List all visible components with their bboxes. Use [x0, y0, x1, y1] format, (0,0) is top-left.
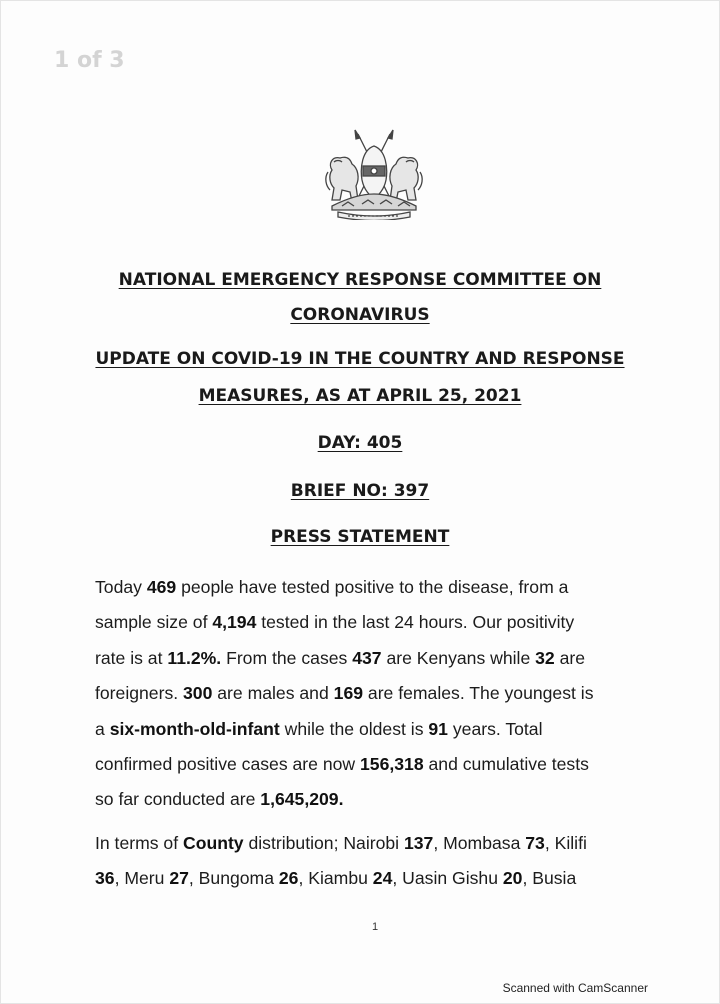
update-title-line2: MEASURES, AS AT APRIL 25, 2021 — [198, 386, 522, 406]
emphasized-value: 4,194 — [212, 612, 257, 633]
emphasized-value: County — [183, 833, 244, 853]
emphasized-value: 1,645,209. — [260, 789, 344, 810]
county-distribution-paragraph — [95, 826, 685, 897]
text-run: people have tested positive to the disease, from a — [176, 577, 569, 597]
emphasized-value: 137 — [403, 833, 434, 853]
emphasized-value: 11.2%. — [167, 647, 222, 668]
text-run: are females. The youngest is — [363, 683, 594, 704]
text-run: , Mombasa — [433, 833, 526, 853]
emphasized-value: 73 — [525, 833, 545, 853]
text-run: are — [554, 647, 586, 668]
emphasized-value: 26 — [278, 868, 299, 889]
text-line — [95, 782, 685, 817]
scanner-watermark: Scanned with CamScanner — [502, 981, 648, 995]
statistics-paragraph — [95, 570, 685, 818]
text-run: are males and — [212, 683, 334, 704]
update-title-line1: UPDATE ON COVID-19 IN THE COUNTRY AND RESPONSE — [95, 349, 625, 369]
text-line — [95, 826, 685, 861]
press-statement-heading: PRESS STATEMENT — [270, 527, 450, 547]
text-line — [95, 712, 685, 747]
text-run: , Bungoma — [188, 868, 279, 889]
committee-title-line1: NATIONAL EMERGENCY RESPONSE COMMITTEE ON — [118, 270, 602, 290]
text-run: , Kilifi — [544, 833, 587, 853]
emphasized-value: 24 — [372, 868, 393, 889]
page-number: 1 — [371, 921, 379, 933]
emphasized-value: 91 — [428, 718, 448, 739]
emphasized-value: 36 — [95, 868, 115, 889]
text-run: foreigners. — [95, 683, 184, 704]
kenya-coat-of-arms-icon — [318, 128, 430, 220]
text-line — [95, 747, 685, 782]
text-line — [95, 861, 685, 896]
emphasized-value: 300 — [183, 683, 213, 704]
text-run: a — [95, 718, 110, 739]
day-heading: DAY: 405 — [317, 433, 403, 453]
text-line — [95, 641, 685, 676]
text-run: , Uasin Gishu — [392, 868, 503, 889]
text-run: confirmed positive cases are now — [95, 754, 361, 775]
text-run: and cumulative tests — [423, 754, 589, 775]
text-run: From the cases — [221, 647, 353, 668]
text-line — [95, 605, 685, 640]
text-run: distribution; Nairobi — [243, 833, 404, 853]
text-run: years. Total — [447, 718, 543, 739]
text-run: sample size of — [95, 612, 213, 633]
brief-number-heading: BRIEF NO: 397 — [290, 481, 430, 501]
emphasized-value: 469 — [146, 577, 177, 597]
emphasized-value: 20 — [502, 868, 523, 889]
emphasized-value: 27 — [169, 868, 189, 889]
text-line — [95, 570, 685, 605]
emphasized-value: 169 — [333, 683, 364, 704]
text-line — [95, 676, 685, 711]
emphasized-value: 156,318 — [360, 754, 424, 775]
text-run: so far conducted are — [95, 789, 261, 810]
emphasized-value: 437 — [352, 647, 382, 668]
emphasized-value: 32 — [535, 647, 555, 668]
text-run: , Meru — [114, 868, 170, 889]
committee-title-line2: CORONAVIRUS — [290, 305, 430, 325]
text-run: , Busia — [522, 868, 577, 889]
text-run: tested in the last 24 hours. Our positivity — [256, 612, 575, 633]
page-indicator: 1 of 3 — [54, 48, 125, 73]
text-run: Today — [95, 577, 147, 597]
emphasized-value: six-month-old-infant — [109, 718, 280, 739]
text-run: , Kiambu — [298, 868, 373, 889]
text-run: while the oldest is — [279, 718, 429, 739]
text-run: In terms of — [95, 833, 183, 853]
text-run: rate is at — [95, 647, 168, 668]
text-run: are Kenyans while — [381, 647, 536, 668]
